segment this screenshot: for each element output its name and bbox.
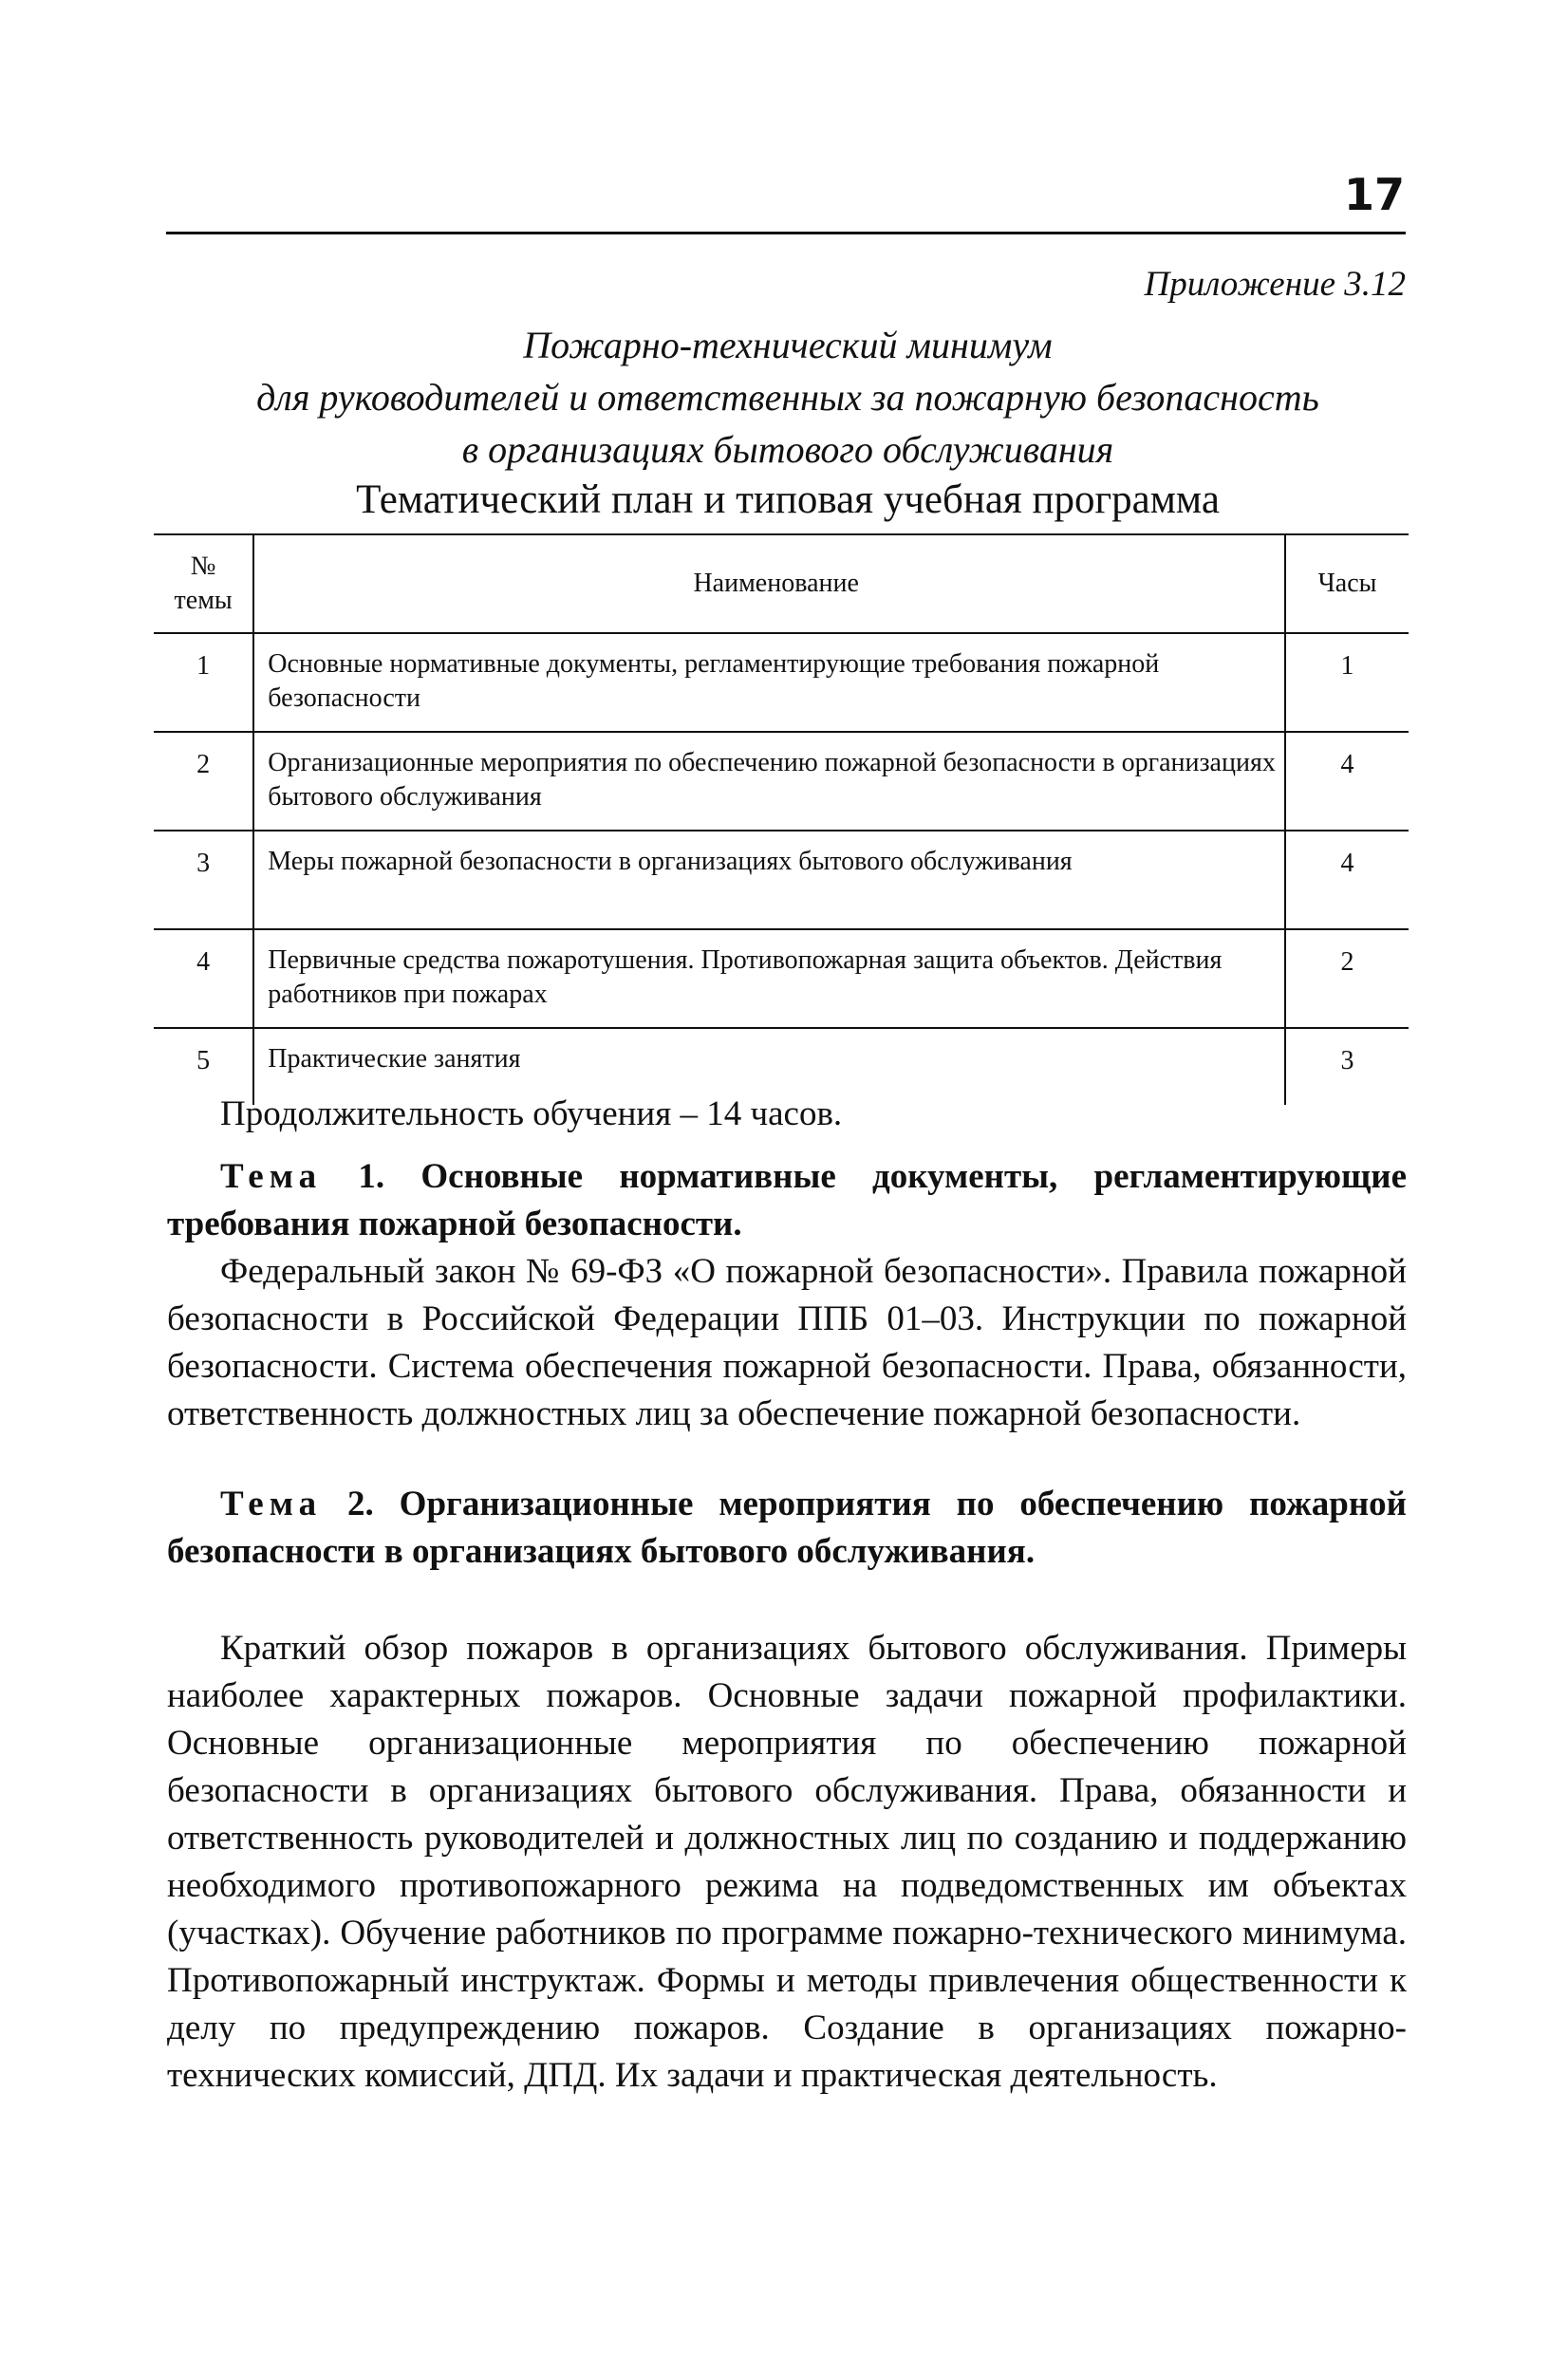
table-row xyxy=(154,831,1409,929)
theme-2-heading xyxy=(167,1481,1407,1576)
header-num-line2: темы xyxy=(174,586,233,615)
header-rule xyxy=(166,232,1406,234)
row-name: Меры пожарной безопасности в организациях бытового обслуживания xyxy=(253,831,1285,929)
row-name: Организационные мероприятия по обеспечению пожарной безопасности в организациях бытового обслуживания xyxy=(253,732,1285,831)
row-name: Первичные средства пожаротушения. Противопожарная защита объектов. Действия работников при пожарах xyxy=(253,929,1285,1028)
table-row xyxy=(154,732,1409,831)
row-num: 3 xyxy=(154,831,253,929)
header-hours: Часы xyxy=(1285,534,1409,633)
row-hours: 4 xyxy=(1285,732,1409,831)
row-name: Основные нормативные документы, регламентирующие требования пожарной безопасности xyxy=(253,633,1285,732)
theme-2-label: Тема xyxy=(220,1485,323,1523)
title-line-2: для руководителей и ответственных за пожарную безопасность xyxy=(256,376,1319,419)
row-hours: 3 xyxy=(1340,1046,1354,1075)
training-duration: Продолжительность обучения – 14 часов. xyxy=(220,1094,843,1133)
header-name: Наименование xyxy=(253,534,1285,633)
title-line-1: Пожарно-технический минимум xyxy=(523,324,1053,366)
header-num-line1: № xyxy=(190,551,216,581)
table-header-row xyxy=(154,534,1409,633)
row-num: 4 xyxy=(154,929,253,1028)
row-hours: 4 xyxy=(1285,831,1409,929)
theme-1-text: Федеральный закон № 69-ФЗ «О пожарной безопасности». Правила пожарной безопасности в Российской Федерации ППБ 01–03. Инструкции по пожарной безопасности. Система обеспечения пожарной безопасности. Права, обязанности, ответственность должностных лиц за обеспечение пожарной безопасности. xyxy=(167,1252,1407,1433)
title-line-3: в организациях бытового обслуживания xyxy=(461,428,1114,471)
theme-1-title: 1. Основные нормативные документы, регламентирующие требования пожарной безопасности. xyxy=(167,1157,1407,1243)
row-num: 5 xyxy=(154,1028,253,1105)
appendix-label: Приложение 3.12 xyxy=(1144,265,1406,304)
row-num: 2 xyxy=(154,732,253,831)
table-row xyxy=(154,929,1409,1028)
theme-2-text: Краткий обзор пожаров в организациях бытового обслуживания. Примеры наиболее характерных пожаров. Основные задачи пожарной профилактики. Основные организационные мероприятия по обеспечению пожарной безопасности в организациях бытового обслуживания. Права, обязанности и ответственность руководителей и должностных лиц по созданию и поддержанию необходимого противопожарного режима на подведомственных им объектах (участках). Обучение работников по программе пожарно-технического минимума. Противопожарный инструктаж. Формы и методы привлечения общественности к делу по предупреждению пожаров. Создание в организациях пожарно-технических комиссий, ДПД. Их задачи и практическая деятельность. xyxy=(167,1629,1407,2095)
thematic-plan-table xyxy=(154,533,1409,1105)
row-num: 1 xyxy=(154,633,253,732)
row-hours: 2 xyxy=(1285,929,1409,1028)
theme-1-label: Тема xyxy=(220,1157,323,1196)
table-row xyxy=(154,633,1409,732)
theme-2-body xyxy=(167,1625,1407,2100)
theme-1-body xyxy=(167,1248,1407,1438)
header-num xyxy=(154,534,253,633)
row-hours: 1 xyxy=(1285,633,1409,732)
theme-1-heading xyxy=(167,1153,1407,1248)
subtitle: Тематический план и типовая учебная программа xyxy=(356,477,1220,522)
row-name: Практические занятия xyxy=(253,1028,1285,1105)
theme-2-title: 2. Организационные мероприятия по обеспечению пожарной безопасности в организациях бытового обслуживания. xyxy=(167,1485,1408,1571)
page-number: 17 xyxy=(1343,169,1405,220)
